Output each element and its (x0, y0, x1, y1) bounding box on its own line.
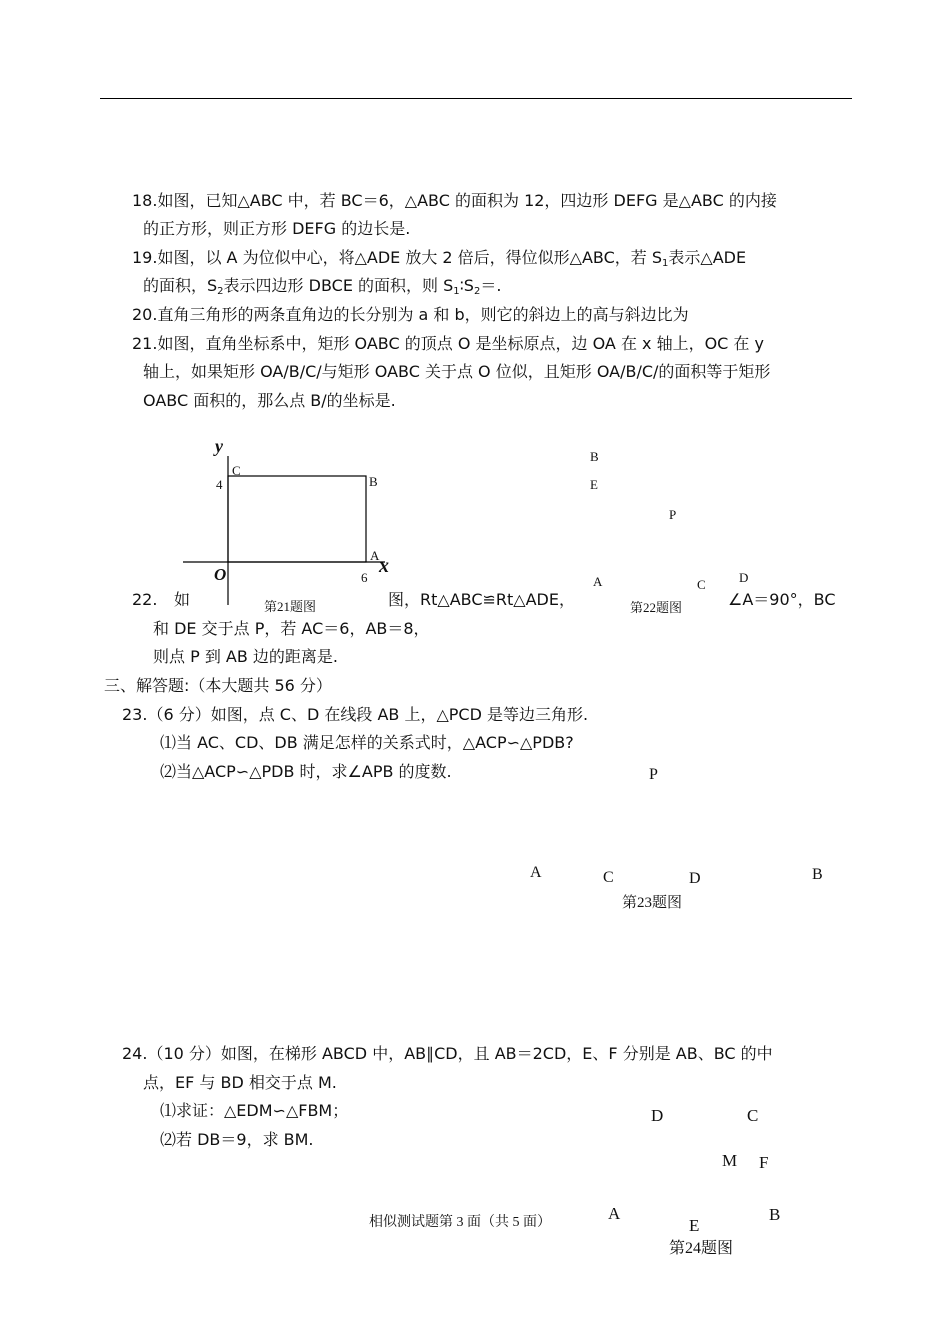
fig22-point-d: D (739, 570, 749, 585)
fig24-point-a: A (608, 1204, 621, 1223)
section-3-heading: 三、解答题:（本大题共 56 分） (104, 676, 332, 695)
fig22-point-e: E (590, 477, 598, 492)
problem-19-line-1: 19.如图，以 A 为位似中心，将△ADE 放大 2 倍后，得位似形△ABC，若 $S_1$表示△ADE (132, 248, 747, 269)
tick-label-x: 6 (361, 570, 368, 585)
point-b-label: B (369, 474, 378, 489)
fig24-point-f: F (759, 1153, 769, 1172)
problem-23-question-2: ⑵当△ACP∽△PDB 时，求∠APB 的度数. (160, 762, 452, 781)
fig22-point-c: C (697, 577, 706, 592)
problem-22-number: 22. (132, 590, 158, 609)
x-axis-label: x (379, 555, 389, 577)
page-footer: 相似测试题第 3 面（共 5 面） (369, 1215, 551, 1230)
origin-label: O (214, 565, 227, 584)
problem-22-ru: 如 (174, 590, 191, 609)
problem-21-line-1: 21.如图，直角坐标系中，矩形 OABC 的顶点 O 是坐标原点，边 OA 在 x 轴上，OC 在 y (132, 334, 764, 353)
problem-18-line-2: 的正方形，则正方形 DEFG 的边长是. (143, 219, 411, 238)
fig22-point-b: B (590, 449, 599, 464)
figure-21-caption: 第21题图 (264, 599, 317, 614)
y-axis-label: y (215, 436, 223, 456)
problem-22-line-1-angle: ∠A＝90°，BC (728, 590, 836, 609)
fig23-point-c: C (603, 869, 614, 886)
figure-23-caption: 第23题图 (622, 895, 683, 911)
fig22-point-a: A (593, 574, 603, 589)
problem-24-line-1: 24.（10 分）如图，在梯形 ABCD 中，AB∥CD，且 AB＝2CD，E、F 分别是 AB、BC 的中 (122, 1044, 773, 1063)
fig23-point-p: P (649, 766, 658, 783)
figure-24-caption: 第24题图 (669, 1240, 734, 1257)
figure-22-caption: 第22题图 (630, 600, 683, 615)
fig24-point-b: B (769, 1205, 781, 1224)
problem-23-line-1: 23.（6 分）如图，点 C、D 在线段 AB 上，△PCD 是等边三角形. (122, 705, 589, 724)
problem-18-line-1: 18.如图，已知△ABC 中，若 BC＝6，△ABC 的面积为 12，四边形 DEFG 是△ABC 的内接 (132, 191, 777, 210)
fig24-point-d: D (651, 1106, 664, 1125)
fig22-point-p: P (669, 507, 677, 522)
fig24-point-m: M (722, 1151, 738, 1170)
problem-19-line-2: 的面积，$S_2$表示四边形 DBCE 的面积，则 $S_1∶S_2=$. (143, 276, 502, 297)
fig23-point-d: D (689, 870, 701, 887)
problem-21-line-3: OABC 面积的，那么点 B/的坐标是. (143, 391, 396, 410)
problem-22-line-2: 和 DE 交于点 P，若 AC＝6，AB＝8， (153, 619, 430, 638)
rectangle-oabc (228, 476, 366, 562)
tick-label-y: 4 (216, 477, 223, 492)
point-c-label: C (232, 463, 241, 478)
problem-20-line-1: 20.直角三角形的两条直角边的长分别为 a 和 b，则它的斜边上的高与斜边比为 (132, 305, 689, 324)
problem-24-question-2: ⑵若 DB＝9，求 BM. (160, 1130, 314, 1149)
problem-24-line-2: 点，EF 与 BD 相交于点 M. (143, 1073, 337, 1092)
problem-24-question-1: ⑴求证：△EDM∽△FBM； (160, 1101, 349, 1120)
problem-22-line-3: 则点 P 到 AB 边的距离是. (153, 647, 339, 666)
fig23-point-a: A (530, 864, 542, 881)
problem-21-line-2: 轴上，如果矩形 OA/B/C/与矩形 OABC 关于点 O 位似，且矩形 OA/B/C/的面积等于矩形 (143, 362, 771, 381)
fig23-point-b: B (812, 866, 823, 883)
fig24-point-c: C (747, 1106, 759, 1125)
problem-23-question-1: ⑴当 AC、CD、DB 满足怎样的关系式时，△ACP∽△PDB? (160, 733, 574, 752)
problem-22-line-1-mid: 图，Rt△ABC≌Rt△ADE， (388, 590, 575, 609)
point-a-label: A (370, 548, 380, 563)
fig24-point-e: E (689, 1216, 700, 1235)
